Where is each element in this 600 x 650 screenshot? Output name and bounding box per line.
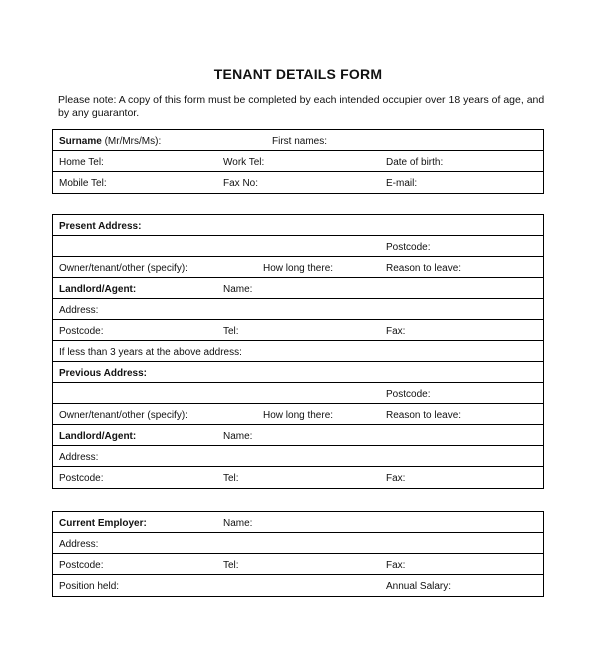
previous-landlord-name-label: Name: [223, 431, 253, 442]
previous-postcode-row[interactable] [53, 383, 543, 404]
surname-label: Surname [59, 136, 102, 147]
employer-address-label: Address: [59, 539, 99, 550]
mobile-tel-row[interactable] [53, 172, 543, 193]
current-employer-label: Current Employer: [59, 518, 147, 529]
present-landlord-fax-label: Fax: [386, 326, 406, 337]
previous-landlord-postcode-label: Postcode: [59, 473, 104, 484]
first-names-label: First names: [272, 136, 328, 147]
surname-row[interactable] [53, 130, 543, 151]
previous-owner-row[interactable] [53, 404, 543, 425]
surname-title-options: (Mr/Mrs/Ms): [101, 136, 162, 147]
home-tel-label: Home Tel: [59, 157, 104, 168]
present-landlord-postcode-label: Postcode: [59, 326, 104, 337]
personal-details-section [52, 129, 544, 194]
previous-landlord-tel-label: Tel: [223, 473, 239, 484]
present-landlord-postcode-row[interactable] [53, 320, 543, 341]
less-than-3-years-label: If less than 3 years at the above address: [59, 347, 242, 358]
previous-landlord-address-row[interactable] [53, 446, 543, 467]
present-landlord-label: Landlord/Agent: [59, 284, 137, 295]
mobile-tel-label: Mobile Tel: [59, 178, 107, 189]
present-address-row[interactable] [53, 215, 543, 236]
previous-how-long-label: How long there: [263, 410, 334, 421]
present-landlord-tel-label: Tel: [223, 326, 239, 337]
present-how-long-label: How long there: [263, 263, 334, 274]
employer-name-label: Name: [223, 518, 253, 529]
less-than-row [53, 341, 543, 362]
previous-landlord-postcode-row[interactable] [53, 467, 543, 488]
present-reason-label: Reason to leave: [386, 263, 462, 274]
previous-landlord-label: Landlord/Agent: [59, 431, 137, 442]
employer-address-row[interactable] [53, 533, 543, 554]
date-of-birth-label: Date of birth: [386, 157, 444, 168]
home-tel-row[interactable] [53, 151, 543, 172]
previous-owner-tenant-label: Owner/tenant/other (specify): [59, 410, 188, 421]
present-address-label: Present Address: [59, 221, 142, 232]
present-landlord-address-label: Address: [59, 305, 99, 316]
present-landlord-row[interactable] [53, 278, 543, 299]
present-landlord-address-row[interactable] [53, 299, 543, 320]
employer-section [52, 511, 544, 597]
position-row[interactable] [53, 575, 543, 596]
form-title: TENANT DETAILS FORM [213, 66, 383, 82]
previous-address-label: Previous Address: [59, 368, 147, 379]
present-postcode-label: Postcode: [386, 242, 431, 253]
present-postcode-row[interactable] [53, 236, 543, 257]
employer-fax-label: Fax: [386, 560, 406, 571]
previous-reason-label: Reason to leave: [386, 410, 462, 421]
position-held-label: Position held: [59, 581, 120, 592]
current-employer-row[interactable] [53, 512, 543, 533]
employer-postcode-label: Postcode: [59, 560, 104, 571]
annual-salary-label: Annual Salary: [386, 581, 452, 592]
present-owner-tenant-label: Owner/tenant/other (specify): [59, 263, 188, 274]
previous-landlord-row[interactable] [53, 425, 543, 446]
fax-no-label: Fax No: [223, 178, 259, 189]
employer-postcode-row[interactable] [53, 554, 543, 575]
address-section [52, 214, 544, 489]
present-owner-row[interactable] [53, 257, 543, 278]
previous-landlord-fax-label: Fax: [386, 473, 406, 484]
previous-landlord-address-label: Address: [59, 452, 99, 463]
work-tel-label: Work Tel: [223, 157, 265, 168]
form-note: Please note: A copy of this form must be completed by each intended occupier over 18 years of age, and by any guarantor. [58, 94, 545, 119]
surname-field-label [59, 136, 161, 147]
email-label: E-mail: [386, 178, 418, 189]
employer-tel-label: Tel: [223, 560, 239, 571]
previous-address-row[interactable] [53, 362, 543, 383]
previous-postcode-label: Postcode: [386, 389, 431, 400]
present-landlord-name-label: Name: [223, 284, 253, 295]
